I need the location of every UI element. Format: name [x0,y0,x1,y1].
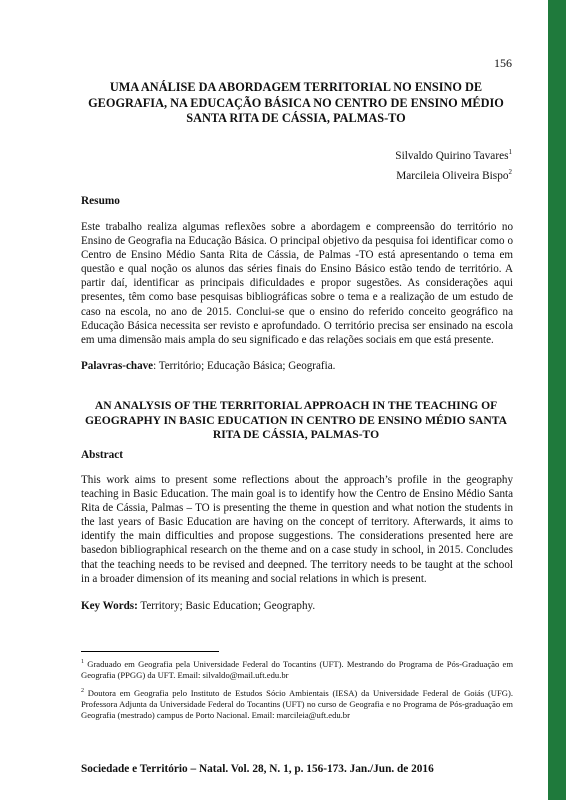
side-color-bar [548,0,566,800]
resumo-text: Este trabalho realiza algumas reflexões sobre a abordagem e compreensão do território no Ensino de Geografia na Educação Básica. O principal objetivo da pesquisa foi identificar como o Centro de Ensino Médio Santa Rita de Cássia, de Palmas -TO está apresentando o tema em questão e qual noção os alunos das séries finais do Ensino Básico estão tendo de território. A partir daí, identificar as principais dificuldades e propor sugestões. As considerações aqui presentes, têm como base pesquisas bibliográficas sobre o tema e a realização de um estudo de caso na escola, no ano de 2015. Conclui-se que o ensino do referido conceito geográfico na Educação Básica necessita ser revisto e aprofundado. O território precisa ser ensinado na escola em uma dimensão mais ampla do seu significado e das relações sociais em que está presente. [81,221,513,346]
footnote-2 [81,686,513,721]
author-name: Marcileia Oliveira Bispo [396,169,509,182]
abstract-heading: Abstract [81,449,124,461]
page-number: 156 [494,56,512,70]
keywords-text: : Território; Educação Básica; Geografia. [153,360,336,372]
footnote-divider [81,651,219,652]
footnote-ref: 1 [508,148,512,156]
article-title: UMA ANÁLISE DA ABORDAGEM TERRITORIAL NO ENSINO DE GEOGRAFIA, NA EDUCAÇÃO BÁSICA NO CENTRO DE ENSINO MÉDIO SANTA RITA DE CÁSSIA, PALMAS-TO [88,80,504,125]
footnote-ref: 2 [508,167,512,176]
author-name: Silvaldo Quirino Tavares [395,149,509,162]
author-list [395,144,512,184]
footnote-1 [81,657,513,681]
journal-footer: Sociedade e Território – Natal. Vol. 28, N. 1, p. 156-173. Jan./Jun. de 2016 [81,763,434,775]
key-words [81,600,315,612]
resumo-heading: Resumo [81,195,120,207]
keywords-label: Palavras-chave [81,360,154,372]
keywords-text: Territory; Basic Education; Geography. [137,600,316,612]
keywords-label: Key Words: [81,600,138,612]
author-1 [395,144,512,164]
english-title: AN ANALYSIS OF THE TERRITORIAL APPROACH IN THE TEACHING OF GEOGRAPHY IN BASIC EDUCATION IN CENTRO DE ENSINO MÉDIO SANTA RITA DE CÁSSIA, PALMAS-TO [84,399,508,441]
abstract-text: This work aims to present some reflections about the approach’s profile in the geography teaching in Basic Education. The main goal is to identify how the Centro de Ensino Médio Santa Rita de Cássia, Palmas – TO is presenting the theme in question and what notion the students in the last years of Basic Education are having on the concept of territory. Afterwards, it aims to identify the main difficulties and propose suggestions. The considerations presented here are basedon bibliographical research on the theme and on a case study in school, in 2015. Concludes that the teaching needs to be revised and deepned. The territory needs to be taught at the school in a broader dimension of its meaning and social relations in which is present. [81,474,513,585]
footnote-mark: 1 [81,659,84,665]
author-2 [395,164,512,184]
footnote-text: Graduado em Geografia pela Universidade Federal do Tocantins (UFT). Mestrando do Programa de Pós-Graduação em Geografia (PPGG) da UFT. Email: silvaldo@mail.uft.edu.br [81,658,513,680]
palavras-chave [81,360,335,372]
footnote-mark: 2 [81,688,84,694]
footnote-text: Doutora em Geografia pelo Instituto de Estudos Sócio Ambientais (IESA) da Universidade Federal de Goiás (UFG). Professora Adjunta da Universidade Federal do Tocantins (UFT) no curso de Geografia e no Programa de Pós-graduação em Geografia (mestrado) campus de Porto Nacional. Email: marcileia@uft.edu.br [81,687,513,720]
